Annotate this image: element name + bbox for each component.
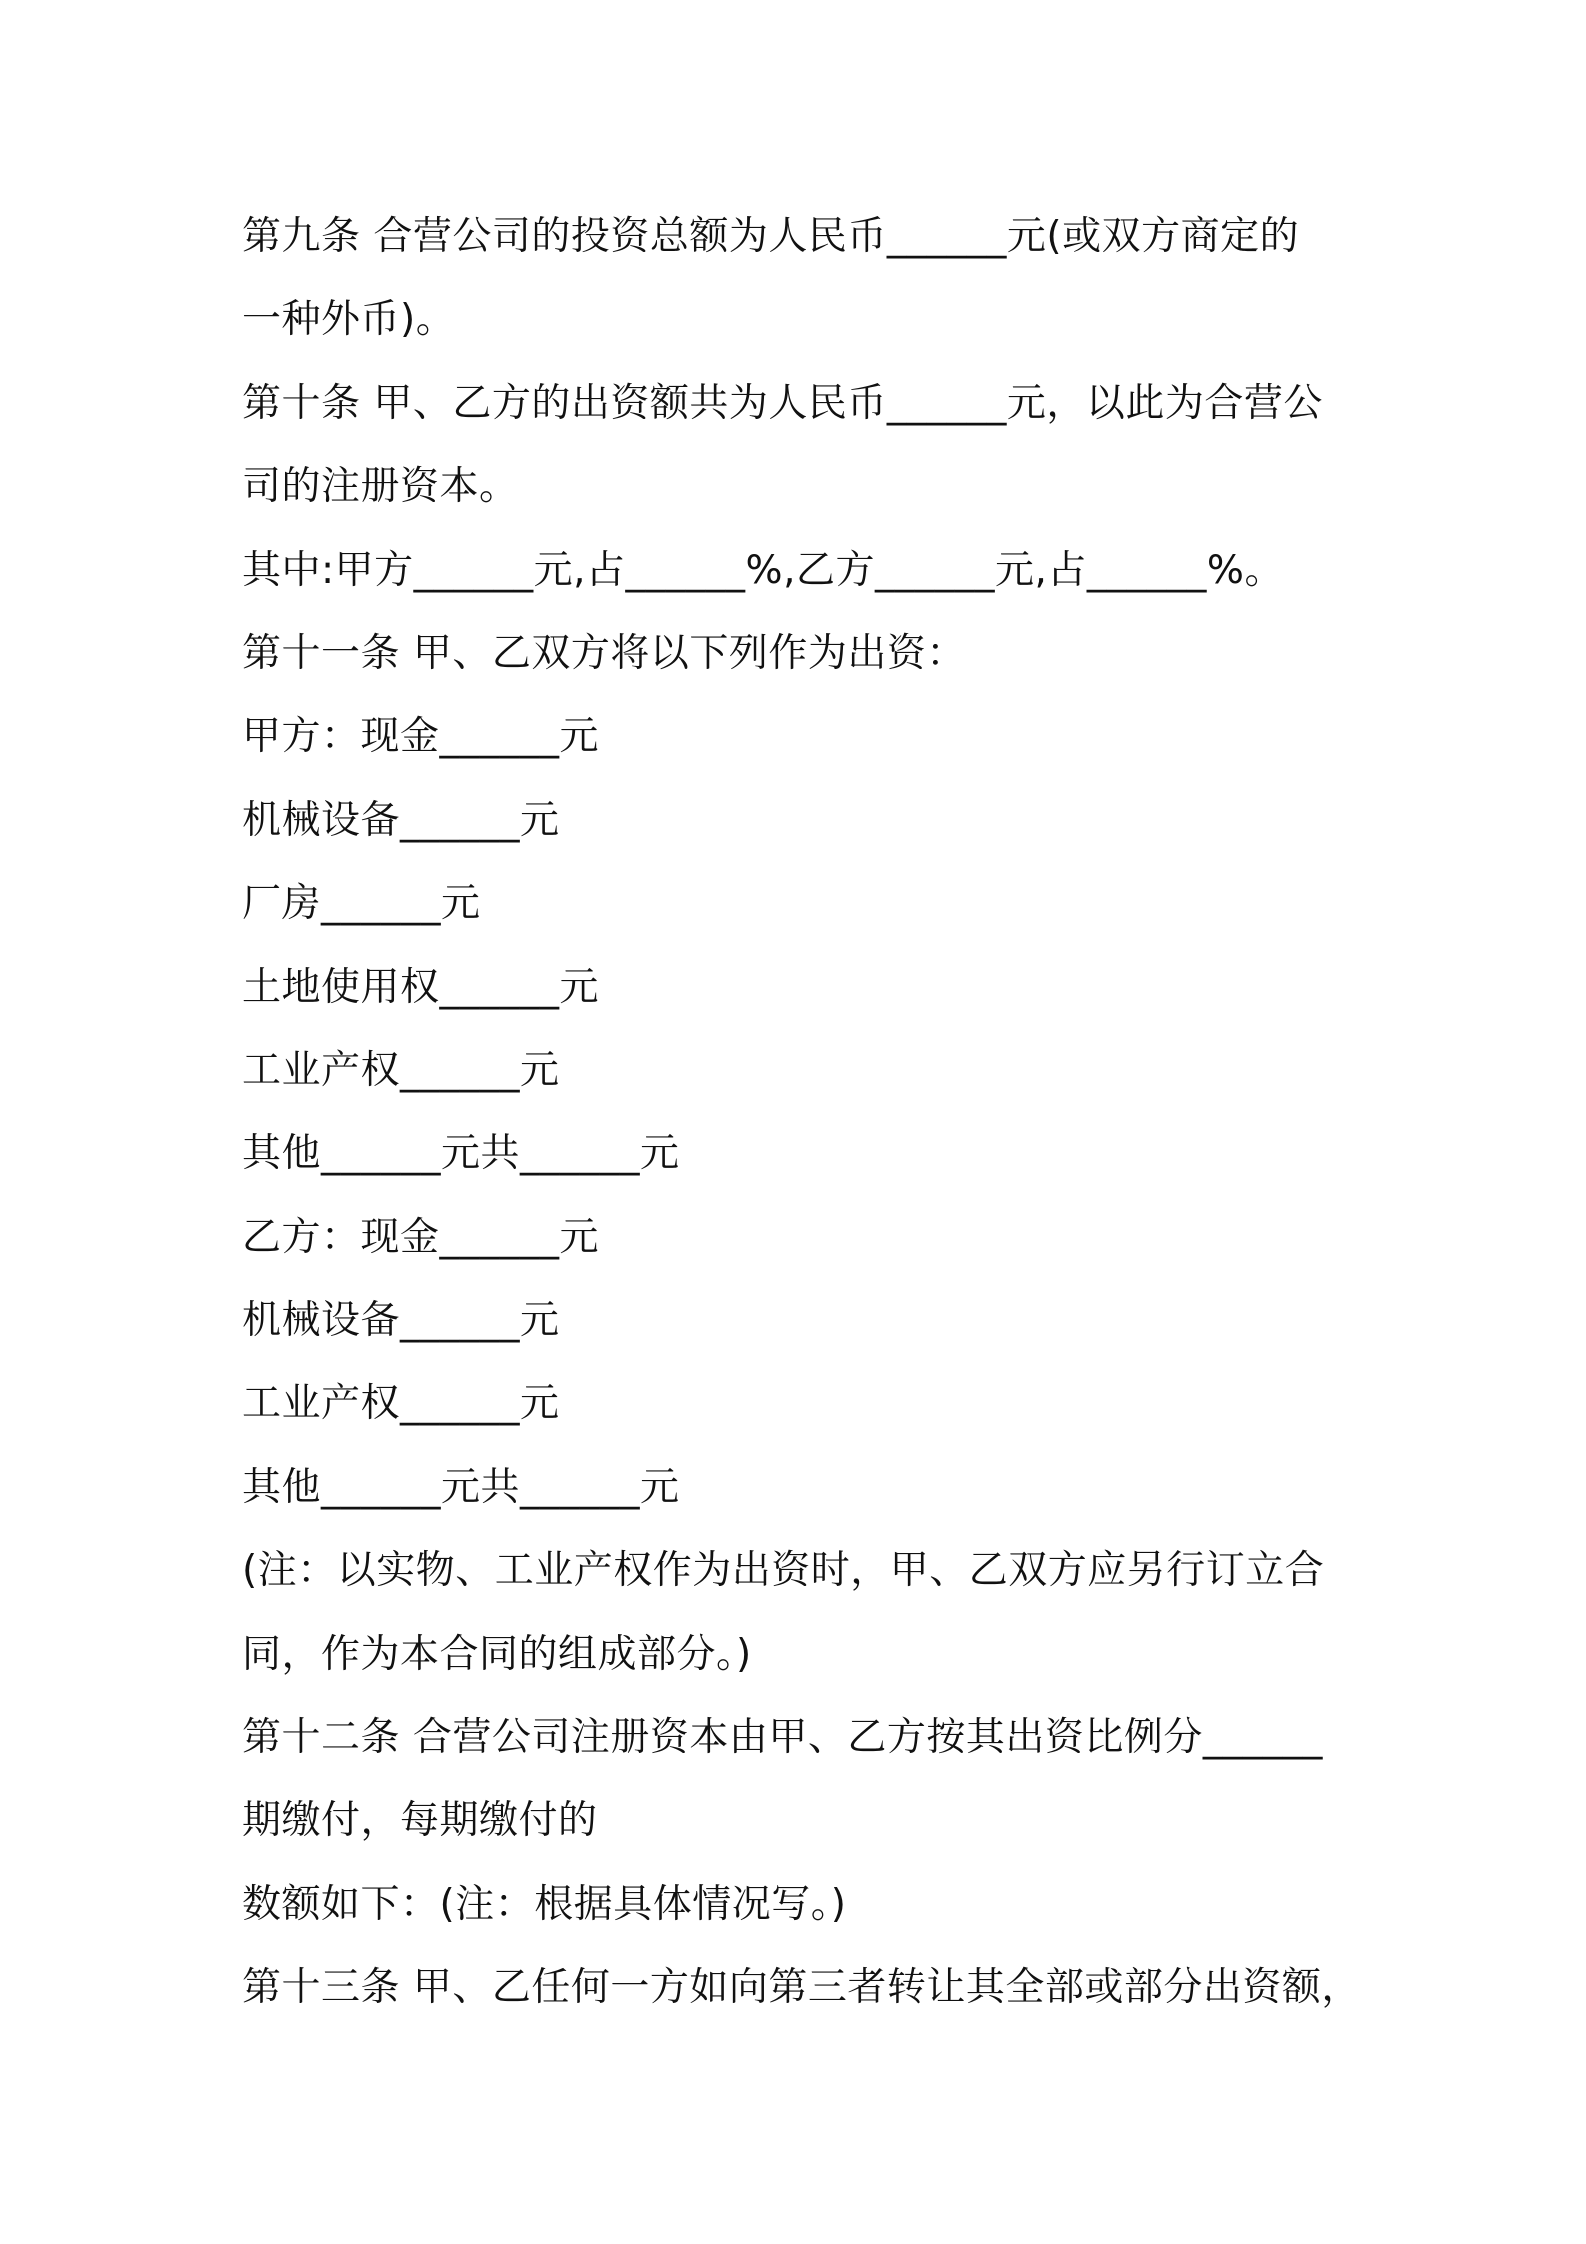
party-a-cash-line: 甲方：现金______元 (242, 714, 600, 760)
party-a-industrial-property-line: 工业产权______元 (242, 1047, 560, 1093)
article-10-line-1: 第十条 甲、乙方的出资额共为人民币______元，以此为合营公 (242, 380, 1323, 426)
article-12-line-2: 期缴付，每期缴付的 (242, 1798, 598, 1844)
party-a-factory-line: 厂房______元 (242, 881, 481, 927)
article-10-line-2: 司的注册资本。 (242, 464, 519, 510)
article-12-line-1: 第十二条 合营公司注册资本由甲、乙方按其出资比例分______ (242, 1715, 1323, 1761)
note-line-2: 同，作为本合同的组成部分。) (242, 1631, 752, 1677)
party-b-machinery-line: 机械设备______元 (242, 1298, 560, 1344)
article-10-shares-line: 其中:甲方______元,占______%,乙方______元,占______%。 (242, 547, 1284, 593)
article-12-line-3: 数额如下：(注：根据具体情况写。) (242, 1881, 847, 1927)
article-11-heading: 第十一条 甲、乙双方将以下列作为出资： (242, 630, 966, 676)
note-line-1: (注：以实物、工业产权作为出资时，甲、乙双方应另行订立合 (242, 1548, 1325, 1594)
article-13-line-1: 第十三条 甲、乙任何一方如向第三者转让其全部或部分出资额， (242, 1965, 1361, 2011)
party-b-cash-line: 乙方：现金______元 (242, 1214, 600, 1260)
party-b-industrial-property-line: 工业产权______元 (242, 1381, 560, 1427)
party-a-other-total-line: 其他______元共______元 (242, 1131, 680, 1177)
article-9-line-1: 第九条 合营公司的投资总额为人民币______元(或双方商定的 (242, 214, 1300, 259)
party-a-land-use-line: 土地使用权______元 (242, 964, 600, 1010)
party-b-other-total-line: 其他______元共______元 (242, 1464, 680, 1510)
article-9-line-2: 一种外币)。 (242, 297, 456, 343)
party-a-machinery-line: 机械设备______元 (242, 797, 560, 843)
document-body (242, 195, 1361, 2030)
